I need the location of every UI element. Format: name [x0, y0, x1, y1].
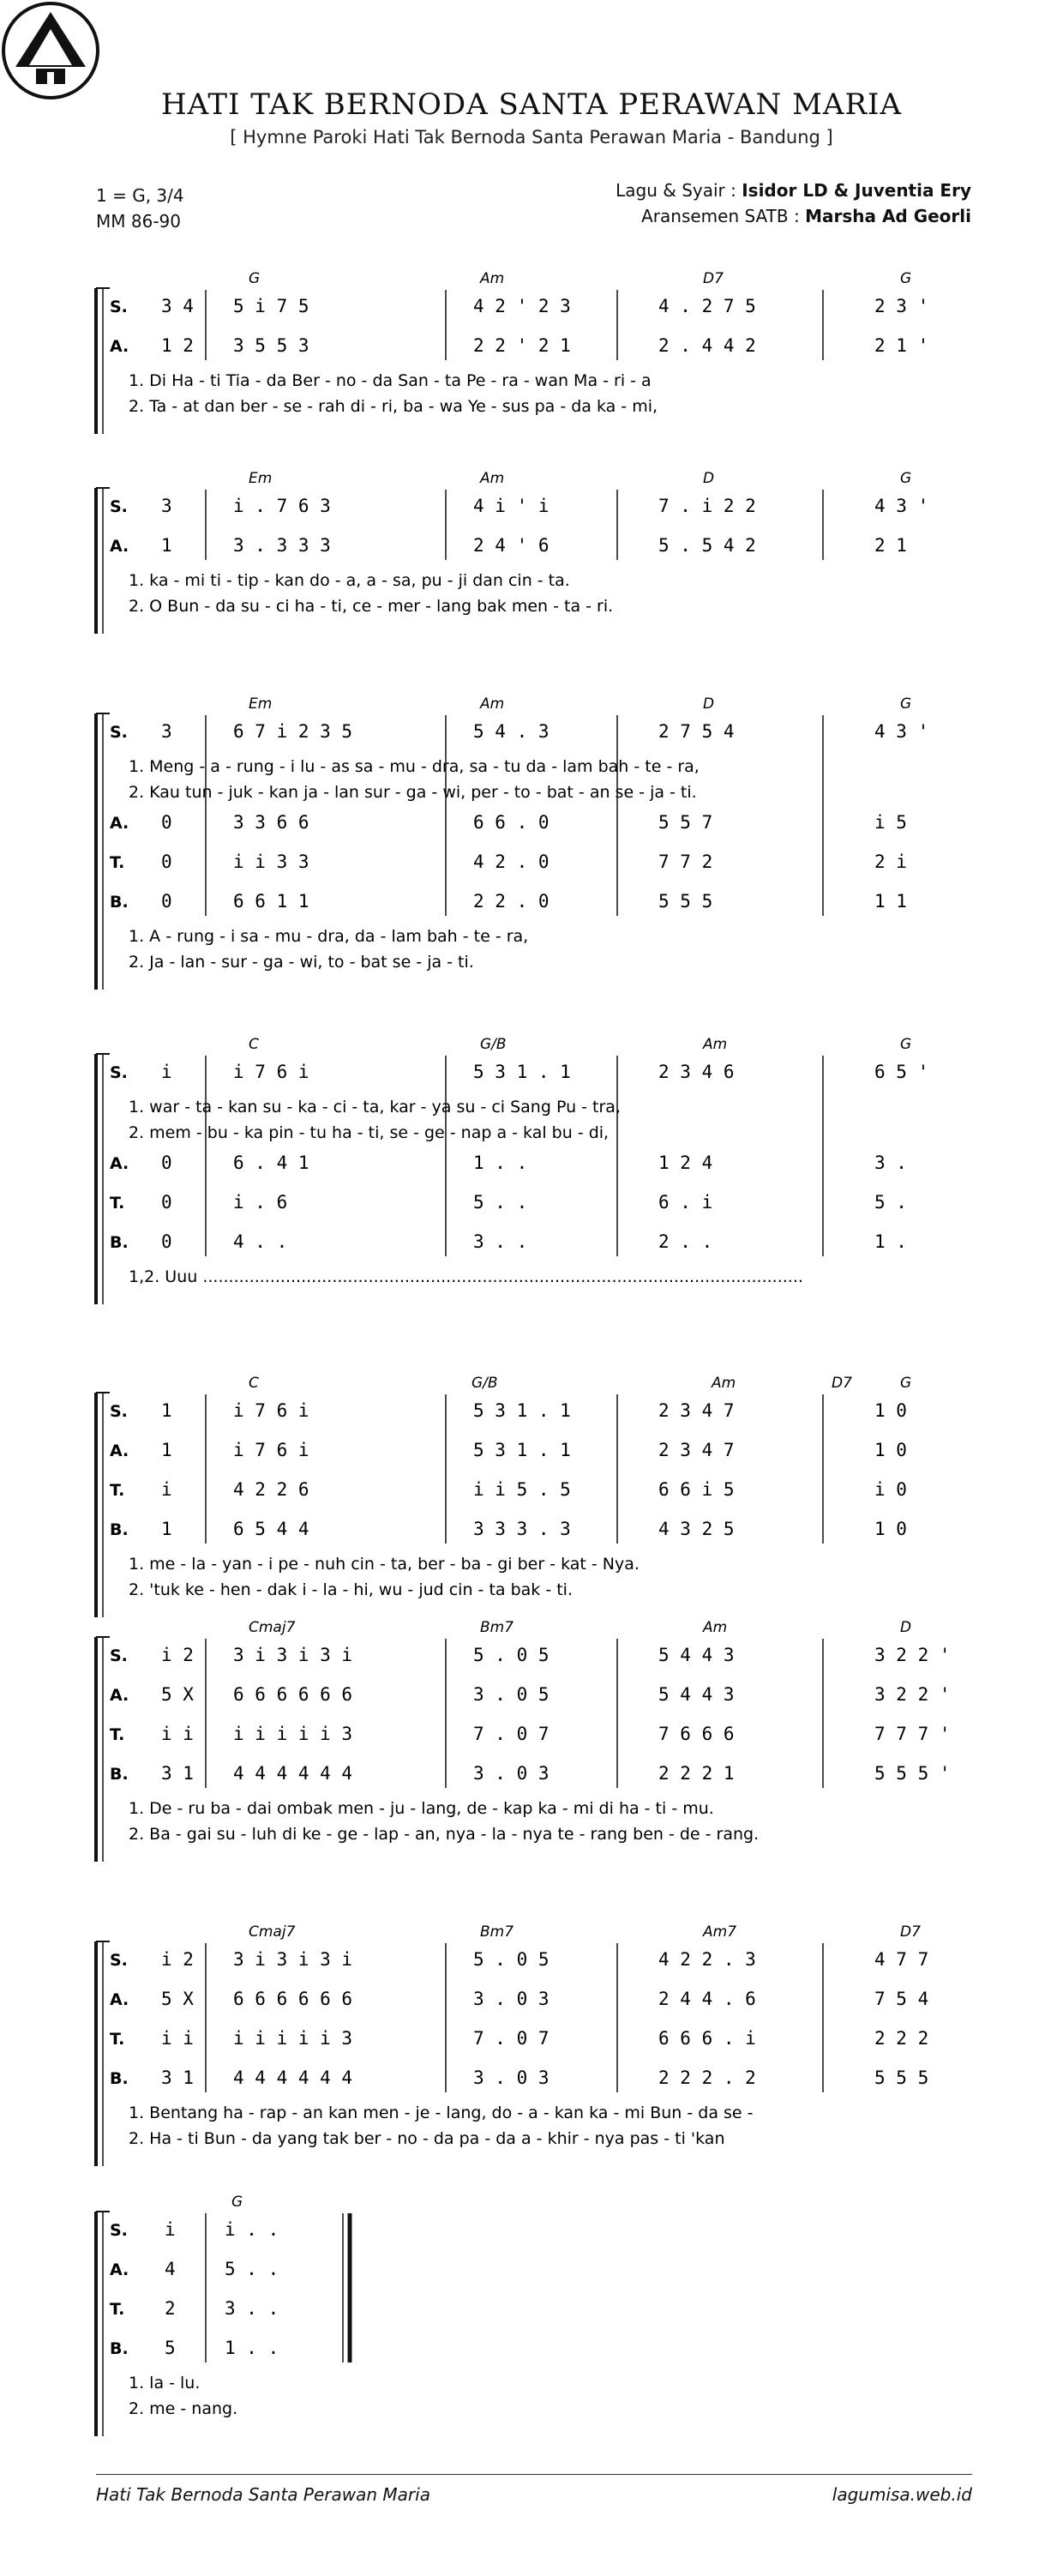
voice-notes: 4 i ' i: [473, 496, 550, 516]
voice-notes: 6 6 1 1: [233, 891, 309, 912]
chord-symbol: C: [249, 1036, 259, 1053]
voice-notes: 5 . 0 5: [473, 1645, 550, 1665]
voice-notes: i i 5 . 5: [473, 1479, 571, 1500]
voice-notes: 7 7 7 ': [874, 1724, 951, 1744]
chord-symbol: Am7: [703, 1923, 737, 1941]
voice-notes: 1 0: [874, 1519, 907, 1539]
voice-notes: i . 6: [233, 1192, 288, 1213]
voice-notes: 5 5 7: [658, 812, 713, 833]
voice-notes: 2 4 ' 6: [473, 535, 550, 556]
chord-symbol: D7: [703, 270, 724, 287]
voice-label: A.: [110, 337, 129, 356]
voice-notes: 4 . .: [233, 1231, 288, 1252]
voice-notes: i: [161, 1062, 172, 1082]
voice-label: B.: [110, 1233, 129, 1252]
voice-label: S.: [110, 723, 128, 742]
voice-notes: 6 6 i 5: [658, 1479, 735, 1500]
voice-notes: 5 3 1 . 1: [473, 1062, 571, 1082]
voice-label: T.: [110, 1725, 125, 1744]
voice-notes: 3 . 0 3: [473, 2067, 550, 2088]
voice-notes: i i i i i 3: [233, 2028, 353, 2049]
chord-symbol: G: [900, 695, 912, 713]
voice-notes: 2 2 2: [874, 2028, 929, 2049]
voice-notes: 2 1 ': [874, 335, 929, 356]
voice-notes: 3 .: [874, 1153, 907, 1173]
lyric-line: 1. me - la - yan - i pe - nuh cin - ta, ber - ba - gi ber - kat - Nya.: [129, 1555, 640, 1574]
chord-symbol: G: [900, 470, 912, 487]
voice-notes: 2 7 5 4: [658, 721, 735, 742]
voice-notes: 6 6 . 0: [473, 812, 550, 833]
voice-notes: 1 2 4: [658, 1153, 713, 1173]
voice-notes: 5 . 5 4 2: [658, 535, 756, 556]
voice-notes: 0: [161, 1231, 172, 1252]
voice-label: B.: [110, 2069, 129, 2088]
lyric-line: 1. Di Ha - ti Tia - da Ber - no - da San - ta Pe - ra - wan Ma - ri - a: [129, 371, 652, 390]
lyric-authors: Isidor LD & Juventia Ery: [742, 180, 971, 201]
chord-symbol: Bm7: [480, 1923, 514, 1941]
voice-notes: 5 X: [161, 1684, 194, 1705]
voice-notes: 7 . 0 7: [473, 2028, 550, 2049]
voice-notes: 1 1: [874, 891, 907, 912]
voice-notes: 1 .: [874, 1231, 907, 1252]
voice-notes: 4 . 2 7 5: [658, 296, 756, 316]
key-signature: 1 = G, 3/4: [96, 185, 184, 206]
chord-symbol: Bm7: [480, 1619, 514, 1636]
lyric-line: 2. 'tuk ke - hen - dak i - la - hi, wu - jud cin - ta bak - ti.: [129, 1580, 573, 1599]
voice-notes: 4: [165, 2259, 176, 2279]
voice-notes: 0: [161, 891, 172, 912]
voice-notes: 5 3 1 . 1: [473, 1400, 571, 1421]
lyric-line: 1,2. Uuu ....................................................................................................................: [129, 1267, 803, 1286]
voice-notes: i . 7 6 3: [233, 496, 331, 516]
voice-notes: 4 3 ': [874, 721, 929, 742]
lyric-line: 1. ka - mi ti - tip - kan do - a, a - sa, pu - ji dan cin - ta.: [129, 571, 570, 590]
voice-notes: 2 2 2 . 2: [658, 2067, 756, 2088]
voice-notes: i 2: [161, 1949, 194, 1970]
voice-notes: 6 6 6 6 6 6: [233, 1684, 353, 1705]
voice-notes: i: [165, 2219, 176, 2240]
voice-notes: 2: [165, 2298, 176, 2319]
voice-label: T.: [110, 1194, 125, 1213]
voice-notes: 5 . 0 5: [473, 1949, 550, 1970]
voice-notes: 2 3 ': [874, 296, 929, 316]
chord-symbol: G: [900, 1375, 912, 1392]
lyric-line: 2. Ha - ti Bun - da yang tak ber - no - da pa - da a - khir - nya pas - ti 'kan: [129, 2129, 725, 2148]
voice-notes: 7 . 0 7: [473, 1724, 550, 1744]
voice-notes: i 5: [874, 812, 907, 833]
voice-notes: 3 . 0 3: [473, 1763, 550, 1784]
voice-notes: 3 . .: [473, 1231, 528, 1252]
voice-notes: 4 2 2 . 3: [658, 1949, 756, 1970]
lyric-line: 2. O Bun - da su - ci ha - ti, ce - mer - lang bak men - ta - ri.: [129, 597, 614, 616]
voice-notes: 5 4 4 3: [658, 1645, 735, 1665]
lyric-line: 2. mem - bu - ka pin - tu ha - ti, se - ge - nap a - kal bu - di,: [129, 1123, 610, 1142]
lyric-line: 1. Meng - a - rung - i lu - as sa - mu - dra, sa - tu da - lam bah - te - ra,: [129, 757, 700, 776]
voice-notes: 7 7 2: [658, 852, 713, 872]
voice-label: S.: [110, 1646, 128, 1665]
voice-label: S.: [110, 1951, 128, 1970]
voice-label: B.: [110, 2339, 129, 2358]
voice-notes: 0: [161, 812, 172, 833]
voice-notes: 1 2: [161, 335, 194, 356]
voice-notes: 2 . 4 4 2: [658, 335, 756, 356]
voice-notes: 2 2 2 1: [658, 1763, 735, 1784]
voice-notes: i i 3 3: [233, 852, 309, 872]
voice-notes: 1 . .: [225, 2338, 279, 2358]
voice-notes: 1 . .: [473, 1153, 528, 1173]
voice-notes: 5 . .: [225, 2259, 279, 2279]
voice-notes: 6 5 ': [874, 1062, 929, 1082]
chord-symbol: Am: [480, 470, 505, 487]
voice-label: T.: [110, 2030, 125, 2049]
chord-symbol: D7: [832, 1375, 852, 1392]
voice-notes: 4 2 2 6: [233, 1479, 309, 1500]
voice-label: S.: [110, 298, 128, 316]
voice-label: A.: [110, 2260, 129, 2279]
chord-symbol: D7: [900, 1923, 921, 1941]
voice-label: A.: [110, 1441, 129, 1460]
voice-notes: i . .: [225, 2219, 279, 2240]
voice-notes: i 7 6 i: [233, 1440, 309, 1460]
voice-notes: i 7 6 i: [233, 1400, 309, 1421]
voice-notes: 6 6 6 . i: [658, 2028, 756, 2049]
voice-notes: 0: [161, 1192, 172, 1213]
voice-notes: 0: [161, 1153, 172, 1173]
voice-notes: 2 i: [874, 852, 907, 872]
voice-notes: 4 3 2 5: [658, 1519, 735, 1539]
chord-symbol: D: [900, 1619, 912, 1636]
voice-notes: 3 5 5 3: [233, 335, 309, 356]
voice-label: B.: [110, 1520, 129, 1539]
voice-notes: 4 2 ' 2 3: [473, 296, 571, 316]
arranger-name: Marsha Ad Georli: [805, 206, 971, 226]
voice-notes: 3 . 3 3 3: [233, 535, 331, 556]
voice-notes: 5 5 5: [874, 2067, 929, 2088]
lyric-line: 2. Ja - lan - sur - ga - wi, to - bat se - ja - ti.: [129, 953, 474, 972]
voice-label: A.: [110, 1686, 129, 1705]
voice-notes: 3 . 0 3: [473, 1989, 550, 2009]
voice-label: S.: [110, 497, 128, 516]
tempo-marking: MM 86-90: [96, 211, 181, 232]
voice-notes: 2 2 ' 2 1: [473, 335, 571, 356]
chord-symbol: Cmaj7: [249, 1619, 296, 1636]
voice-notes: 7 6 6 6: [658, 1724, 735, 1744]
lyric-line: 2. me - nang.: [129, 2399, 238, 2418]
voice-notes: i: [161, 1479, 172, 1500]
lyric-line: 1. Bentang ha - rap - an kan men - je - lang, do - a - kan ka - mi Bun - da se -: [129, 2104, 754, 2122]
lyric-line: 1. De - ru ba - dai ombak men - ju - lang, de - kap ka - mi di ha - ti - mu.: [129, 1799, 714, 1818]
voice-label: B.: [110, 1765, 129, 1784]
voice-notes: 1 0: [874, 1400, 907, 1421]
arranger-label: Aransemen SATB :: [641, 206, 806, 226]
voice-notes: 5 3 1 . 1: [473, 1440, 571, 1460]
voice-notes: 5 . .: [473, 1192, 528, 1213]
chord-symbol: G: [900, 270, 912, 287]
voice-notes: 5 X: [161, 1989, 194, 2009]
lyric-line: 1. war - ta - kan su - ka - ci - ta, kar - ya su - ci Sang Pu - tra,: [129, 1098, 621, 1116]
voice-notes: 6 6 6 6 6 6: [233, 1989, 353, 2009]
voice-notes: 3 . 0 5: [473, 1684, 550, 1705]
voice-notes: 7 5 4: [874, 1989, 929, 2009]
lyric-label: Lagu & Syair :: [616, 180, 742, 201]
voice-label: T.: [110, 853, 125, 872]
chord-symbol: Em: [249, 695, 273, 713]
voice-notes: 3 4: [161, 296, 194, 316]
voice-notes: i 7 6 i: [233, 1062, 309, 1082]
chord-symbol: Am: [480, 270, 505, 287]
voice-notes: 4 4 4 4 4 4: [233, 2067, 353, 2088]
voice-notes: 2 1: [874, 535, 907, 556]
voice-notes: 5 5 5: [658, 891, 713, 912]
chord-symbol: G: [900, 1036, 912, 1053]
voice-notes: i 0: [874, 1479, 907, 1500]
voice-notes: 2 . .: [658, 1231, 713, 1252]
voice-notes: 5 4 . 3: [473, 721, 550, 742]
chord-symbol: Am: [480, 695, 505, 713]
voice-notes: 1: [161, 1519, 172, 1539]
voice-notes: 3 . .: [225, 2298, 279, 2319]
chord-symbol: D: [703, 695, 715, 713]
voice-label: S.: [110, 2221, 128, 2240]
chord-symbol: C: [249, 1375, 259, 1392]
voice-notes: 3 1: [161, 2067, 194, 2088]
voice-notes: 5 i 7 5: [233, 296, 309, 316]
voice-notes: 3: [161, 721, 172, 742]
voice-notes: 5 5 5 ': [874, 1763, 951, 1784]
voice-notes: 6 7 i 2 3 5: [233, 721, 353, 742]
voice-notes: 3 2 2 ': [874, 1684, 951, 1705]
footer-divider: [96, 2474, 972, 2475]
voice-label: T.: [110, 2300, 125, 2319]
voice-notes: 2 2 . 0: [473, 891, 550, 912]
chord-symbol: Am: [703, 1036, 728, 1053]
lyric-line: 1. la - lu.: [129, 2374, 201, 2392]
voice-notes: 1: [161, 1400, 172, 1421]
footer-song-title: Hati Tak Bernoda Santa Perawan Maria: [96, 2484, 430, 2505]
voice-notes: i i: [161, 1724, 194, 1744]
voice-notes: 6 5 4 4: [233, 1519, 309, 1539]
voice-label: A.: [110, 814, 129, 833]
voice-notes: 7 . i 2 2: [658, 496, 756, 516]
voice-label: A.: [110, 1154, 129, 1173]
voice-notes: 4 4 4 4 4 4: [233, 1763, 353, 1784]
page-title: HATI TAK BERNODA SANTA PERAWAN MARIA: [160, 87, 903, 122]
voice-notes: 2 3 4 7: [658, 1440, 735, 1460]
voice-notes: 1: [161, 535, 172, 556]
voice-notes: 1: [161, 1440, 172, 1460]
voice-notes: 4 7 7: [874, 1949, 929, 1970]
voice-label: S.: [110, 1063, 128, 1082]
voice-notes: 3 2 2 ': [874, 1645, 951, 1665]
voice-label: A.: [110, 1990, 129, 2009]
voice-notes: 3 3 6 6: [233, 812, 309, 833]
voice-notes: 3: [161, 496, 172, 516]
voice-label: B.: [110, 893, 129, 912]
voice-notes: 5: [165, 2338, 176, 2358]
lyric-line: 2. Ta - at dan ber - se - rah di - ri, ba - wa Ye - sus pa - da ka - mi,: [129, 397, 658, 416]
voice-notes: 5 .: [874, 1192, 907, 1213]
chord-symbol: G: [249, 270, 261, 287]
chord-symbol: G/B: [480, 1036, 507, 1053]
voice-notes: 3 i 3 i 3 i: [233, 1949, 353, 1970]
voice-label: S.: [110, 1402, 128, 1421]
voice-notes: 0: [161, 852, 172, 872]
chord-symbol: G: [231, 2194, 243, 2211]
voice-notes: 2 3 4 7: [658, 1400, 735, 1421]
voice-notes: 4 3 ': [874, 496, 929, 516]
voice-label: A.: [110, 537, 129, 556]
voice-notes: i i i i i 3: [233, 1724, 353, 1744]
voice-notes: 4 2 . 0: [473, 852, 550, 872]
voice-notes: 3 i 3 i 3 i: [233, 1645, 353, 1665]
voice-notes: i i: [161, 2028, 194, 2049]
voice-notes: 6 . i: [658, 1192, 713, 1213]
footer-website: lagumisa.web.id: [832, 2484, 972, 2505]
lyric-line: 2. Ba - gai su - luh di ke - ge - lap - an, nya - la - nya te - rang ben - de - rang.: [129, 1825, 760, 1844]
chord-symbol: Am: [712, 1375, 736, 1392]
lyric-line: 1. A - rung - i sa - mu - dra, da - lam bah - te - ra,: [129, 927, 529, 946]
chord-symbol: D: [703, 470, 715, 487]
voice-notes: 3 3 3 . 3: [473, 1519, 571, 1539]
chord-symbol: Em: [249, 470, 273, 487]
voice-notes: 1 0: [874, 1440, 907, 1460]
voice-notes: 3 1: [161, 1763, 194, 1784]
voice-label: T.: [110, 1481, 125, 1500]
voice-notes: i 2: [161, 1645, 194, 1665]
chord-symbol: G/B: [471, 1375, 498, 1392]
voice-notes: 2 4 4 . 6: [658, 1989, 756, 2009]
chord-symbol: Cmaj7: [249, 1923, 296, 1941]
voice-notes: 5 4 4 3: [658, 1684, 735, 1705]
subtitle: [ Hymne Paroki Hati Tak Bernoda Santa Perawan Maria - Bandung ]: [230, 127, 833, 147]
voice-notes: 6 . 4 1: [233, 1153, 309, 1173]
voice-notes: 2 3 4 6: [658, 1062, 735, 1082]
chord-symbol: Am: [703, 1619, 728, 1636]
lyric-line: 2. Kau tun - juk - kan ja - lan sur - ga - wi, per - to - bat - an se - ja - ti.: [129, 783, 697, 802]
